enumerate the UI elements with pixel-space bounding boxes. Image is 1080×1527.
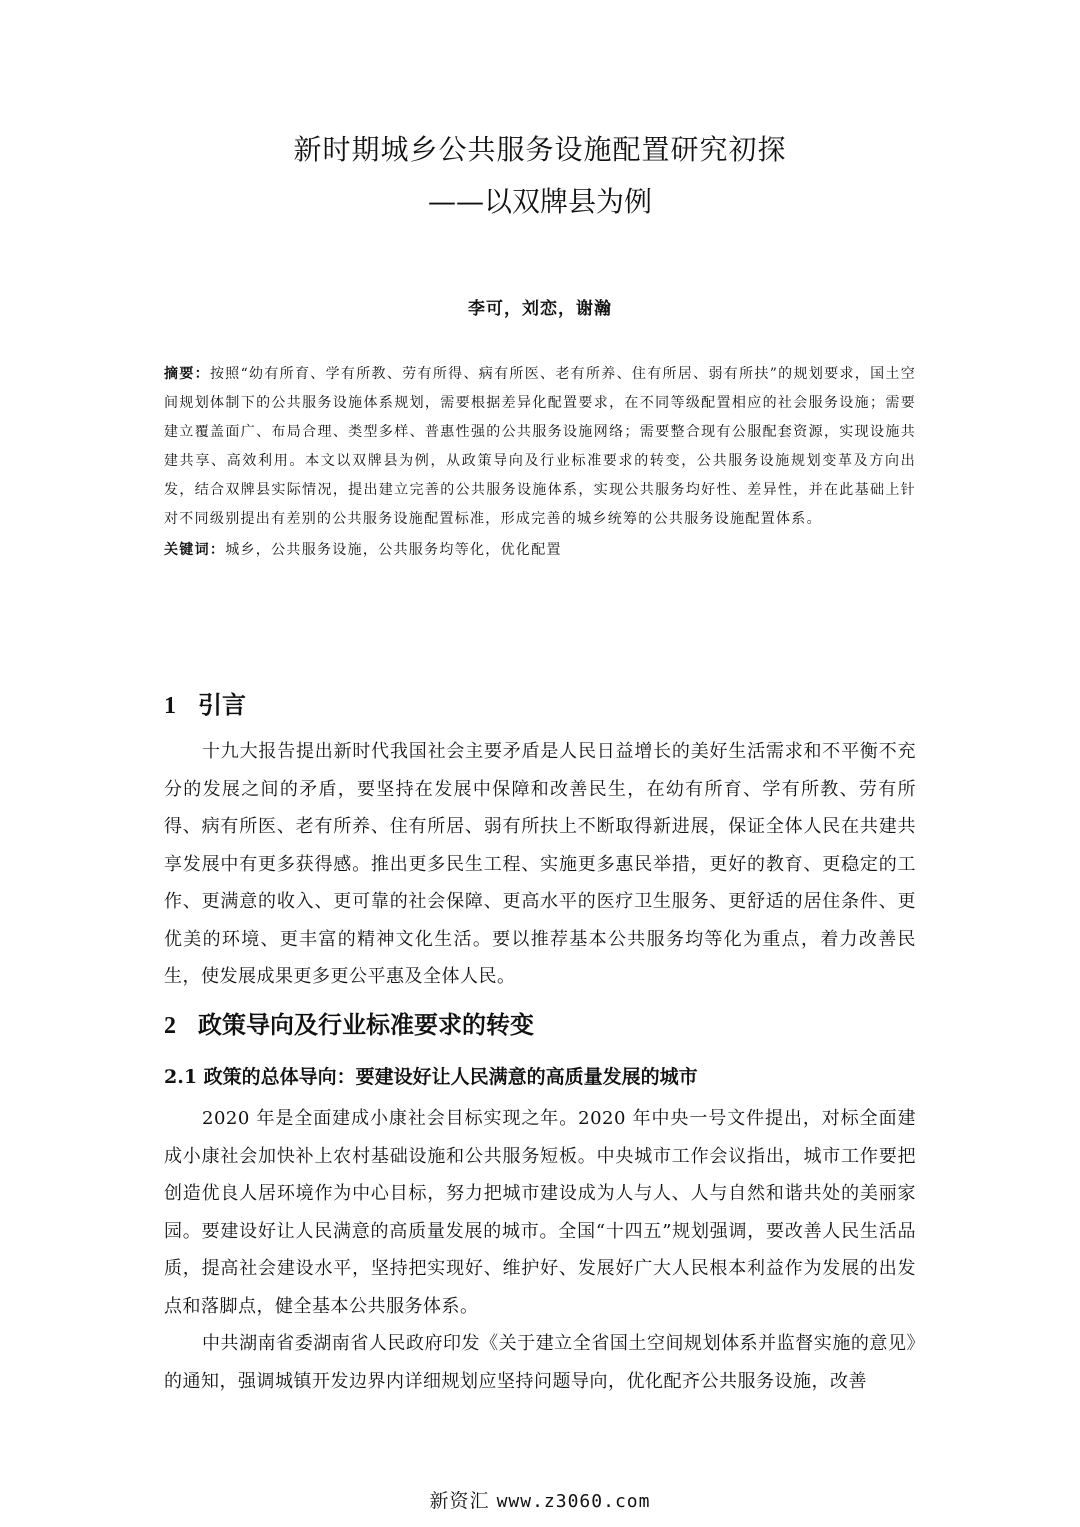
section-2-number: 2 <box>164 1013 176 1039</box>
section-2-1-paragraph-1: 2020 年是全面建成小康社会目标实现之年。2020 年中央一号文件提出，对标全面建成小康社会加快补上农村基础设施和公共服务短板。中央城市工作会议指出，城市工作要把创造优良人居环境作为中心目标，努力把城市建设成为人与人、人与自然和谐共处的美丽家园。要建设好让人民满意的高质量发展的城市。全国“十四五”规划强调，要改善人民生活品质，提高社会建设水平，坚持把实现好、维护好、发展好广大人民根本利益作为发展的出发点和落脚点，健全基本公共服务体系。 <box>164 1108 916 1317</box>
paper-title: 新时期城乡公共服务设施配置研究初探 <box>293 133 787 166</box>
abstract-paragraph <box>164 360 916 534</box>
paper-subtitle: ——以双牌县为例 <box>427 185 652 218</box>
section-1-heading <box>164 690 916 721</box>
section-1-title: 引言 <box>198 691 246 719</box>
section-2-heading <box>164 1010 916 1041</box>
abstract-block <box>164 360 916 565</box>
abstract-text: 按照“幼有所育、学有所教、劳有所得、病有所医、老有所养、住有所居、弱有所扶”的规划要求，国土空间规划体制下的公共服务设施体系规划，需要根据差异化配置要求，在不同等级配置相应的社会服务设施；需要建立覆盖面广、布局合理、类型多样、普惠性强的公共服务设施网络；需要整合现有公服配套资源，实现设施共建共享、高效利用。本文以双牌县为例，从政策导向及行业标准要求的转变，公共服务设施规划变革及方向出发，结合双牌县实际情况，提出建立完善的公共服务设施体系，实现公共服务均好性、差异性，并在此基础上针对不同级别提出有差别的公共服务设施配置标准，形成完善的城乡统筹的公共服务设施配置体系。 <box>164 366 916 527</box>
keywords-paragraph <box>164 536 916 565</box>
author-list: 李可，刘恋，谢瀚 <box>468 299 612 319</box>
abstract-label: 摘要： <box>164 366 210 382</box>
page-footer <box>0 1486 1080 1513</box>
section-2-1-paragraph-2: 中共湖南省委湖南省人民政府印发《关于建立全省国土空间规划体系并监督实施的意见》的通知，强调城镇开发边界内详细规划应坚持问题导向，优化配齐公共服务设施，改善 <box>164 1333 916 1392</box>
section-1-number: 1 <box>164 693 176 719</box>
section-2-title: 政策导向及行业标准要求的转变 <box>198 1011 534 1039</box>
footer-site-name: 新资汇 <box>429 1490 490 1512</box>
section-2 <box>164 1010 916 1400</box>
section-2-1-heading: 2.1 政策的总体导向：要建设好让人民满意的高质量发展的城市 <box>164 1066 698 1088</box>
title-block <box>0 128 1080 224</box>
section-1-paragraph-1: 十九大报告提出新时代我国社会主要矛盾是人民日益增长的美好生活需求和不平衡不充分的发展之间的矛盾，要坚持在发展中保障和改善民生，在幼有所育、学有所教、劳有所得、病有所医、老有所养、住有所居、弱有所扶上不断取得新进展，保证全体人民在共建共享发展中有更多获得感。推出更多民生工程、实施更多惠民举措，更好的教育、更稳定的工作、更满意的收入、更可靠的社会保障、更高水平的医疗卫生服务、更舒适的居住条件、更优美的环境、更丰富的精神文化生活。要以推荐基本公共服务均等化为重点，着力改善民生，使发展成果更多更公平惠及全体人民。 <box>164 741 916 987</box>
keywords-label: 关键词： <box>164 542 226 558</box>
keywords-text: 城乡，公共服务设施，公共服务均等化，优化配置 <box>225 542 562 558</box>
section-1 <box>164 690 916 996</box>
footer-url: www.z3060.com <box>496 1491 651 1512</box>
